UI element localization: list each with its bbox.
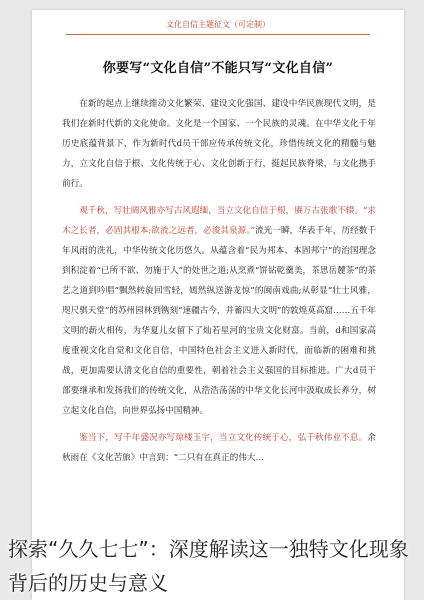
document-page: [32, 10, 404, 600]
document-body: [62, 94, 376, 468]
paragraph-3-lead: 鉴当下，写千年盛况亦写琼楼玉宇，当立文化传统于心，弘千秋伟业不息。: [79, 433, 368, 443]
paragraph-2: [62, 201, 376, 421]
paragraph-2-text: 流光一瞬，华表千年，历经数千年风雨的洗礼，中华传统文化历悠久。从蕴含着“民为邦本、本固邦宁”的治国理念到积淀着“已所不欲、勿施于人”的处世之道;从烹煮“饼钻乾羹美，茶思岳麓茶”的茶艺之道到吟唱“飘然转旋回雪轻，嫣然纵送游龙惊”的闽南戏曲;从彰显“壮士风雅，咫尺骐天堂”的苏州园林到镌刻“速疆古今，并蓄四大文明”的敦煌莫高窟……五千年文明的薪火相传，为华夏儿女留下了灿若星河的宝贵文化财富。当前，d和国家高度重视文化自觉和文化自信，中国特色社会主义进入新时代，面临新的困难和挑战，更加需要认清文化自信的重要性，朝着社会主义强国的目标推进。广大d员干部要继承和发扬我们的传统文化，从浩浩荡荡的中华文化长河中汲取成长养分，树立起文化自信，向世界弘扬中国精神。: [62, 226, 376, 416]
overlay-caption: 探索“久久七七”：深度解读这一独特文化现象背后的历史与意义: [8, 537, 409, 595]
document-header: 文化自信主题征文（可定制）: [166, 20, 270, 29]
paragraph-3: [62, 428, 376, 468]
paragraph-1: 在新的起点上继续推动文化繁荣、建设文化强国、建设中华民族现代文明，是我们在新时代新的文化使命。文化是一个国家、一个民族的灵魂。在中华文化千年历史底蕴背景下，作为新时代d员干部应传承传统文化，珍惜传统文化的精髓与魅力，立文化自信于根、文化传统于心、文化创新于行，挺起民族脊梁，与文化携手前行。: [62, 99, 376, 189]
document-title: 你要写“文化自信”不能只写“文化自信”: [102, 61, 334, 76]
paragraph-3-text: 余秋雨在《文化苦旅》中言到：“二只有在真正的伟大…: [62, 433, 376, 463]
paragraph-2-lead: 观千秋，写壮阔风雅亦写古风遐缅，当立文化自信于根，赓万古张歌不辍。“求木之长者，必固其根本;欲流之远者，必浚其泉源。”: [62, 206, 376, 236]
header-divider: [66, 34, 370, 35]
